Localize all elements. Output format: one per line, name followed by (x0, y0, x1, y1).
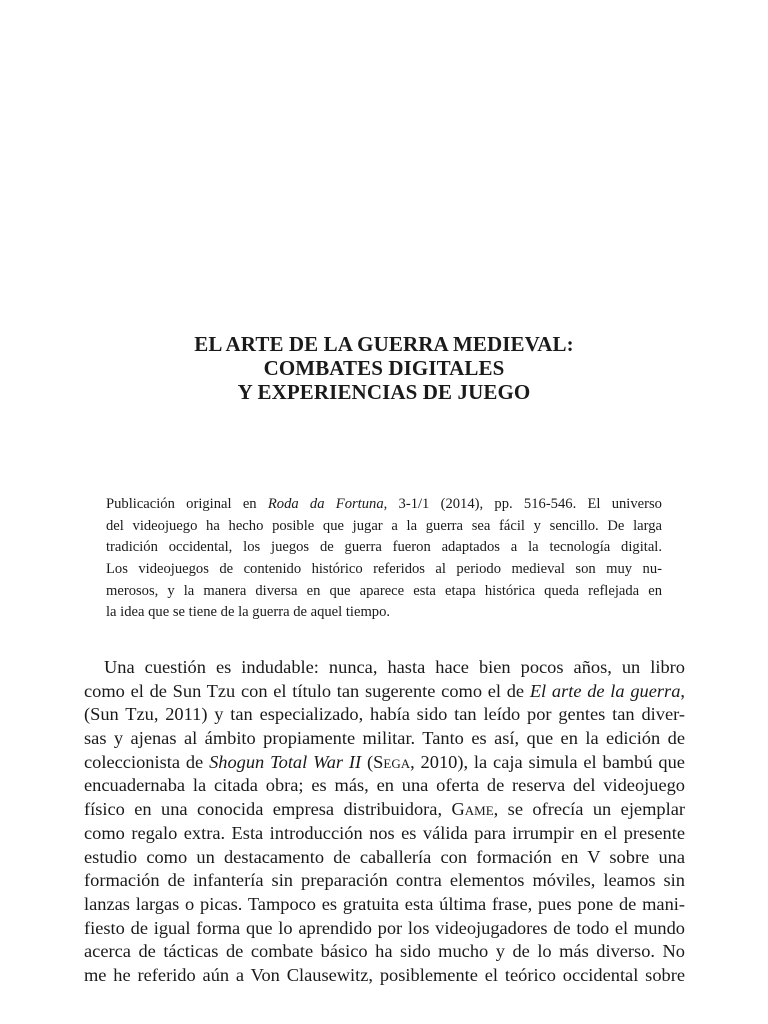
body-text: , se ofrecía un ejemplar (493, 799, 685, 820)
body-line: fiesto de igual forma que lo aprendido por los videojugadores de todo el mundo (84, 917, 685, 938)
body-line: Una cuestión es indudable: nunca, hasta hace bien pocos años, un libro (104, 657, 685, 677)
body-line: lanzas largas o picas. Tampoco es gratuita esta última frase, pues pone de mani- (84, 893, 685, 914)
book-title: El arte de la guerra (529, 680, 681, 701)
abstract-text: Publicación original en (106, 496, 268, 512)
chapter-title-line-2: COMBATES DIGITALES (263, 356, 505, 380)
game-title: Shogun Total War II (209, 751, 362, 772)
body-paragraph (84, 656, 685, 988)
abstract-line: del videojuego ha hecho posible que jugar a la guerra sea fácil y sencillo. De larga (106, 517, 662, 534)
body-line (84, 798, 685, 822)
abstract-text: , 3-1/1 (2014), pp. 516-546. El universo (383, 496, 662, 512)
chapter-title-line-3: Y EXPERIENCIAS DE JUEGO (237, 380, 531, 404)
abstract-line: Los videojuegos de contenido histórico referidos al periodo medieval son muy nu- (106, 561, 662, 578)
abstract-line: merosos, y la manera diversa en que aparece esta etapa histórica queda reflejada en (106, 582, 662, 599)
body-line: me he referido aún a Von Clausewitz, posiblemente el teórico occidental sobre (84, 964, 685, 985)
abstract-paragraph (106, 494, 662, 624)
journal-name: Roda da Fortuna (267, 496, 384, 512)
chapter-title-line-1: EL ARTE DE LA GUERRA MEDIEVAL: (194, 332, 574, 356)
body-text: coleccionista de (84, 751, 210, 772)
body-text: ( (361, 751, 374, 772)
body-line: (Sun Tzu, 2011) y tan especializado, había sido tan leído por gentes tan diver- (84, 704, 685, 725)
body-line (84, 751, 685, 775)
abstract-line (106, 494, 662, 516)
publisher-name: Sega (373, 751, 411, 772)
body-text: , (680, 680, 685, 701)
body-line: como regalo extra. Esta introducción nos es válida para irrumpir en el presente (84, 822, 685, 843)
chapter-title (84, 332, 684, 404)
body-text: como el de Sun Tzu con el título tan sugerente como el de (84, 680, 530, 701)
abstract-line: tradición occidental, los juegos de guerra fueron adaptados a la tecnología digital. (106, 539, 662, 556)
body-line: encuadernaba la citada obra; es más, en una oferta de reserva del videojuego (84, 775, 685, 796)
body-line: estudio como un destacamento de caballería con formación en V sobre una (84, 846, 685, 867)
body-text: , 2010), la caja simula el bambú que (410, 751, 685, 772)
body-line (84, 680, 685, 704)
body-line: formación de infantería sin preparación contra elementos móviles, leamos sin (84, 870, 685, 891)
company-name: Game (451, 799, 494, 820)
abstract-line: la idea que se tiene de la guerra de aquel tiempo. (106, 604, 391, 621)
body-line: sas y ajenas al ámbito propiamente militar. Tanto es así, que en la edición de (84, 728, 685, 749)
body-text: físico en una conocida empresa distribuidora, (84, 799, 452, 820)
body-line: acerca de tácticas de combate básico ha sido mucho y de lo más diverso. No (84, 941, 685, 962)
